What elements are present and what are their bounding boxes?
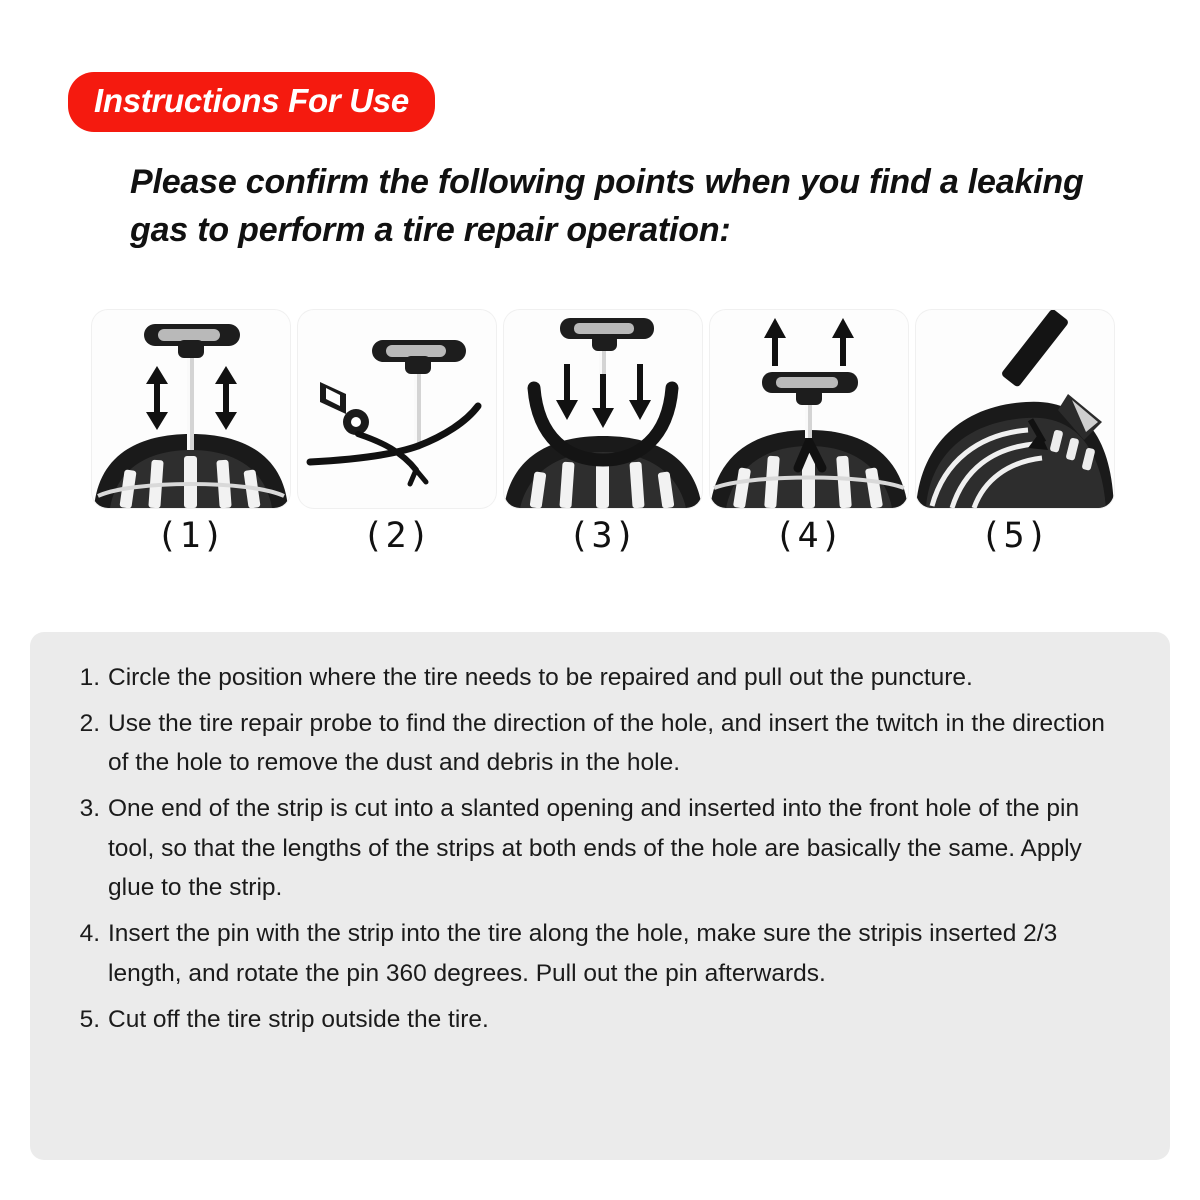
step-item <box>710 310 908 556</box>
step-label: (1) <box>156 516 226 556</box>
page-subheading: Please confirm the following points when you find a leaking gas to perform a tire repair operation: <box>130 163 1084 250</box>
list-item <box>70 658 1130 698</box>
step-label: (5) <box>980 516 1050 556</box>
cut-strip-knife-icon <box>916 310 1114 508</box>
list-item-number: 3. <box>79 795 100 823</box>
step-label: (4) <box>774 516 844 556</box>
list-item-number: 2. <box>79 709 100 737</box>
list-item <box>70 789 1130 908</box>
list-item-text: Insert the pin with the strip into the tire along the hole, make sure the stripis inserted 2/3 length, and rotate the pin 360 degrees. Pull out the pin afterwards. <box>108 920 1058 987</box>
instructions-panel <box>30 632 1170 1160</box>
list-item-number: 4. <box>79 920 100 948</box>
list-item-number: 1. <box>79 664 100 691</box>
instructions-list <box>70 658 1130 1039</box>
step-illustrations <box>92 310 1112 556</box>
list-item-text: One end of the strip is cut into a slanted opening and inserted into the front hole of the pin tool, so that the lengths of the strips at both ends of the hole are basically the same. Apply glue to the strip. <box>108 795 1082 902</box>
list-item <box>70 704 1130 783</box>
list-item-text: Use the tire repair probe to find the direction of the hole, and insert the twitch in the direction of the hole to remove the dust and debris in the hole. <box>108 709 1105 777</box>
list-item <box>70 914 1130 993</box>
strip-into-tire-down-arrows-icon <box>504 310 702 508</box>
step-label: (2) <box>362 516 432 556</box>
step-item <box>298 310 496 556</box>
pin-pull-out-up-arrows-icon <box>710 310 908 508</box>
list-item <box>70 1000 1130 1040</box>
probe-and-strip-icon <box>298 310 496 508</box>
step-item <box>504 310 702 556</box>
page-title-badge: Instructions For Use <box>68 72 435 132</box>
list-item-number: 5. <box>79 1005 100 1033</box>
tire-with-up-down-arrows-icon <box>92 310 290 508</box>
step-item <box>916 310 1114 556</box>
list-item-text: Cut off the tire strip outside the tire. <box>108 1005 489 1033</box>
step-item <box>92 310 290 556</box>
list-item-text: Circle the position where the tire needs to be repaired and pull out the puncture. <box>108 664 973 691</box>
step-label: (3) <box>568 516 638 556</box>
